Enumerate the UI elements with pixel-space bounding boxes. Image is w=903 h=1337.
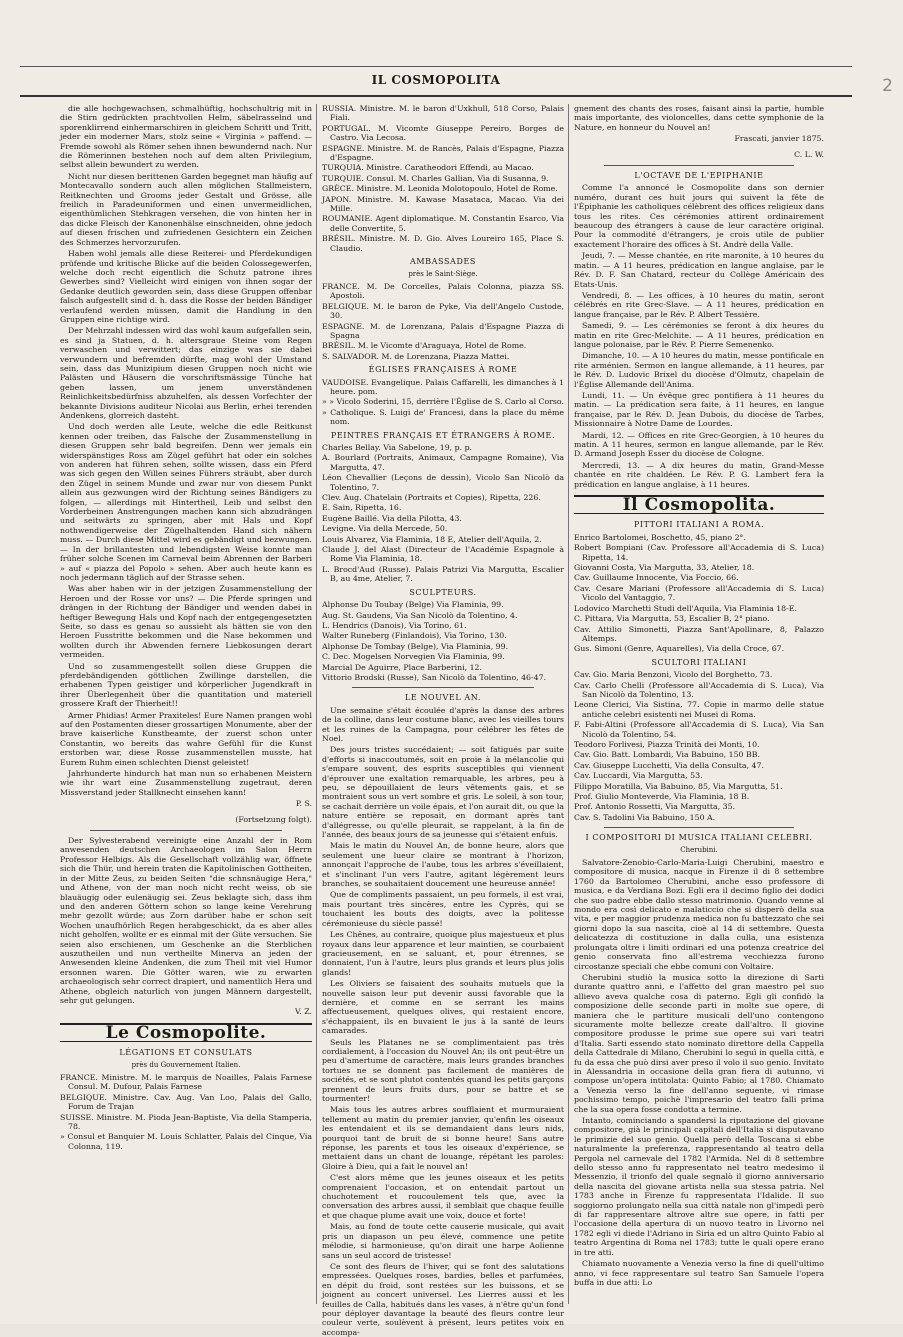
paragraph: Was aber haben wir in der jetzigen Zusammenstellung der Heroen und der Rosse vor uns? — Die Pferde springen und drängen in der Richtung der Bändiger und wenden dabei in heftiger Bewegung Hals und Kopf nach der entgegengesetzten Seite, so dass es genau so aussieht als hätten sie von den Heroen Fusstritte bekommen und die Nase bekommen und wollten durch ihr Abwenden fernere Liebkosungen derart vermeiden. xyxy=(60,584,312,660)
scultore-entry: Filippo Moratilla, Via Babuino, 85, Via Margutta, 51. xyxy=(574,781,783,791)
peintre-entry: Clev. Aug. Chatelain (Portraits et Copies), Ripetta, 226. xyxy=(322,493,541,503)
sculpteur-entry: Alphonse De Tombay (Belge), Via Flaminia, 99. xyxy=(322,641,509,651)
compositori-title: I COMPOSITORI DI MUSICA ITALIANI CELEBRI. xyxy=(585,833,813,843)
german-article xyxy=(60,104,312,797)
pittore-entry: Cav. Guillaume Innocente, Via Foccio, 66. xyxy=(574,573,739,583)
peintre-entry: L. Brocd'Aud (Russe). Palais Patrizi Via Margutta, Escalier B, au 4me, Atelier, 7. xyxy=(322,564,564,584)
pittore-entry: Giovanni Costa, Via Margutta, 33, Atelier, 18. xyxy=(574,563,755,573)
legations-subtitle: près du Gouvernement Italien. xyxy=(131,1060,241,1069)
peintre-entry: Léon Chevallier (Leçons de dessin), Vicolo San Nicolò da Tolentino, 7. xyxy=(322,473,564,492)
paragraph: Der Sylvesterabend vereinigte eine Anzahl der in Rom anwesenden deutschen Archaeologen im Salon Herrn Professor Helbigs. Als die Gesellschaft vollzählig war, öffnete sich die Thür, und herein traten die Kapitolinischen Gottheiten, in der Mitte Zeus, zu beiden Seiten "die schnsnäugige Hera," und Athene, von der man noch nicht recht weiss, ob sie blauäugig oder eulenäugig sei. Zeus beklagte sich, dass ihm und den anderen Göttern schon so lange keine Verehrung mehr gezollt würde; aus Zorn darüber habe er schon seit Wochen unaufhörlich Regen herabgeschickt, da es aber alles nicht geholfen, wollte er es einmal mit der Güte versuchen. Sie seien also erschienen, um Geschenke an die Sterblichen auszutheilen und nun vertheilte Minerva an jeden der Anwesenden kleine Andenken, die zum Theil mit viel Humor ersonnen waren. Die Götter waren, wie zu erwarten archaeologisch sehr correct drapiert, und namentlich Hera und Athene, obgleich naturlich von jungen Männern dargestellt, sehr gut gelungen. xyxy=(60,836,312,1005)
paragraph: Cherubini studiò la musica sotto la direzione di Sarti durante quattro anni, e l'affetto del gran maestro pel suo allievo aveva qualche cosa di paterno. Egli gli confidò la composizione delle seconde parti in molte sue opere, di maniera che le partiture musicali dell'uno contengono sicuramente molte bellezze create dall'altro. Il giovine compositore produsse le prime sue opere sui vari teatri d'Italia. Sarti essendo stato nominato direttore della Cappella della Cattedrale di Milano, Cherubini lo seguì in quella città, e fu da essa che può dirsi aver preso il volo il suo genio. Invitato in Alessandria in occasione della gran fiera di autunno, vi compose un'opera intitolata: Quinto Fabio; al 1780. Chiamato a Venezia verso la fine dell'anno seguente, vi rimase pochissimo tempo, poichè l'impresario del teatro falli prima che la sua opera fosse condotta a termine. xyxy=(574,972,824,1114)
paragraph: die alle hochgewachsen, schmalhüftig, hochschultrig mit in die Stirn gedrückten prachtvollen Helm, säbelrasselnd und sporenklirrend einhermarschiren in gleichem Schritt und Tritt, jeder ein moderner Mars, stolz seine « Virginia » paffend. — Fremde sowohl als Römer sehen ihnen bewundernd nach. Nur die Römerinnen bestehen noch auf dem alten Privilegium, selbst allein bewundert zu werden. xyxy=(60,104,312,170)
column-rule xyxy=(316,104,317,1304)
scultore-entry: Prof. Giulio Monteverde, Via Flaminia, 18 B. xyxy=(574,792,750,801)
nouvel-an-end: gnement des chants des roses, faisant ainsi la partie, humble mais importante, des violoncelles, dans cette symphonie de la Nature, en honneur du Nouvel an! xyxy=(574,104,824,132)
legation-entry: BRÉSIL. Ministre. M. D. Gio. Alves Loureiro 165, Place S. Claudio. xyxy=(322,234,564,253)
paragraph: Vendredi, 8. — Les offices, à 10 heures du matin, seront célébrés en rite Grec-Slave. — A 11 heures, prédication en langue française, par le Rév. P. Albert Tessière. xyxy=(574,290,824,319)
separator xyxy=(352,687,534,688)
pittore-entry: Gus. Simoni (Genre, Aquarelles), Via della Croce, 67. xyxy=(574,644,785,654)
masthead-italian: Il Cosmopolita. xyxy=(574,495,824,514)
sculpteur-entry: C. Dec. Mogelsen Norvegien Via Flaminia, 99. xyxy=(322,652,505,662)
paragraph: Lundi, 11. — Un évêque grec pontifiera à 11 heures du matin. — La prédication sera faite, à 11 heures, en langue française, par le Rév. D. Jean Dubois, du diocèse de Tarbes, Missionnaire à Notre Dame de Lourdes. xyxy=(574,390,824,429)
scultore-entry: Prof. Antonio Rossetti, Via Margutta, 35. xyxy=(574,802,736,812)
legation-entry: ROUMANIE. Agent diplomatique. M. Constantin Esarco, Via delle Convertite, 5. xyxy=(322,214,564,233)
paragraph: Intanto, cominciando a spandersi la riputazione del giovane compositore, già le principali capitali dell'Italia si disputavano le primizie del suo genio. Quella però della Toscana si ebbe naturalmente la preferenza, rappresentando al teatro della Pergola nel carnevale del 1782 l'Armida. Nel di 8 settembre dello stesso anno fu rappresentato nel teatro medesimo il Messenzio, il trionfo del quale segnalò il giorno anniversario della nascita del giovane artista nella sua stessa patria. Nel 1783 anche in Firenze fu rappresentata l'Idalide. Il suo soggiorno prolungato nella sua città natale non gl'impedì però di far rappresentare altrove altre sue opere, in fatti per l'occasione della apertura di un nuovo teatro in Livorno nel 1782 egli vi diede l'Adriano in Siria ed un altro Quinto Fabio al teatro Argentina di Roma nel 1783; tutte le quali opere erano in tre atti. xyxy=(574,1116,824,1257)
peintre-entry: A. Bourlard (Portraits, Animaux, Campagne Romaine), Via Margutta, 47. xyxy=(322,453,564,472)
signature-clw: C. L. W. xyxy=(794,149,824,159)
pittore-entry: Lodovico Marchetti Studi dell'Aquila, Via Flaminia 18-E. xyxy=(574,603,797,613)
place-date: Frascati, janvier 1875. xyxy=(734,134,824,144)
eglise-entry: » Catholique. S. Luigi de' Francesi, dans la place du même nom. xyxy=(322,407,564,427)
sculpteur-entry: Aug. St. Gaudens, Via San Nicolò da Tolentino, 4. xyxy=(322,610,518,620)
paragraph: Que de compliments passaient, un peu formels, il est vrai, mais pourtant très sincères, entre les Cyprès, qui se touchaient les bouts des doigts, avec la politesse cérémonieuse du siècle passé! xyxy=(322,890,564,928)
peintre-entry: Louis Alvarez, Via Flaminia, 18 E, Atelier dell'Aquila, 2. xyxy=(322,534,542,544)
paragraph: Salvatore-Zenobio-Carlo-Maria-Luigi Cherubini, maestro e compositore di musica, nacque in Firenze il di 8 settembre 1760 da Bartolomeo Cherubini, anche esso professore di musica, e da Verdiana Bozi. Egli era il decimo figlio dei dodici che suo padre ebbe dallo stesso matrimonio. Quando venne al mondo era così delicato e malaticcio che si disperò della sua vita, e per maggior prudenza medica non fu battezzato che sei giorni dopo la sua nascita, cioè al 14 di settembre. Questa delicatezza di costituzione in dalla culla, una esistenza prolungata oltre i limiti ordinari ed una potenza creatrice del genio conservata fino all'estrema vecchiezza furono circostanze speciali che ebbe comuni con Voltaire. xyxy=(574,858,824,971)
paragraph: Comme l'a annoncé le Cosmopolite dans son dernier numéro, durant ces huit jours qui suivent la fête de l'Épiphanie les catholiques célèbrent des offices religieux dans tous les rites. Ces cérémonies attirent ordinairement beaucoup des étrangers à cause de leur caractère original. Pour la commodité d'étrangers, je crois utile de publier exactement l'horaire des offices à St. Andrè della Valle. xyxy=(574,183,824,249)
paragraph: Und doch werden alle Leute, welche die edle Reitkunst kennen oder treiben, das Falsche der Zusammenstellung in diesen Gruppen sehr bald begreifen. Denn wer jemals ein widerspänstiges Ross am Zügel geführt hat oder ein solches von anderen hat führen sehen, sollte wissen, dass ein Pferd was sich gegen den Willen seines Führers sträubt, aber durch den Zügel in seinem Munde und zwar nur von diesem Punkt allein aus gezwungen wird der Richtung seines Bändigers zu folgen, — allerdings mit Hintertheil, Leib und selbst den Vorderbeinen Anstrengungen machen kann sich abzudrängen und seitwärts zu springen, aber mit Hals und Kopf nothwendigerweise der Zügelhaltenden Hand sich nähern muss. — Durch diese Mittel wird es gebändigt und bezwungen. — In der brillantesten und lebendigsten Weise konnte man früher solche Scenen im Carneval beim Abrennen der Barberi » auf « piazza del Popolo » sehen. Aber auch heute kann es noch jedermann täglich auf der Strasse sehen. xyxy=(60,422,312,582)
legation-entry: PORTUGAL. M. Vicomte Giuseppe Pereiro, Borges de Castro. Via Lecosa. xyxy=(322,123,564,143)
page-title: IL COSMOPOLITA xyxy=(371,73,501,87)
paragraph: Jahrhunderte hindurch hat man nun so erhabenen Meistern wie ihr wart eine Zusammenstellung zugetraut, deren Missverstand jeder Stallknecht einsehen kann! xyxy=(60,769,312,797)
legation-entry: BELGIQUE. Ministre. Cav. Aug. Van Loo, Palais del Gallo, Forum de Trajan xyxy=(60,1092,312,1112)
separator xyxy=(604,827,794,828)
paragraph: Der Mehrzahl indessen wird das wohl kaum aufgefallen sein, es sind ja Statuen, d. h. altersgraue Steine vom Regen verwaschen und verwittert; das einzige was sie dabei verwundern und befremden dürfte, mag wohl der Umstand sein, dass das Munizipium diesen Gruppen noch nicht wie Palästen und Häusern die vorschriftsmässige Tünche hat geben lassen, um jenem unverständenen Reinlichkeitsbedürfniss abzuhelfen, als dessen Vorfechter der bekannte Divisions auditeur Nicolai aus Berlin, erhei terenden Andenkens, glorreich dasteht. xyxy=(60,326,312,420)
sculpteur-entry: Marcial De Aguirre, Place Barberini, 12. xyxy=(322,662,482,672)
scultore-entry: Teodoro Forlivesi, Piazza Trinità dei Monti, 10. xyxy=(574,739,760,749)
scultore-entry: Cav. Giuseppe Lucchetti, Via della Consulta, 47. xyxy=(574,760,764,770)
sculpteur-entry: Alphonse Du Toubay (Belge) Via Flaminia, 99. xyxy=(322,600,504,610)
legations-list xyxy=(60,1073,312,1151)
paragraph: Samedi, 9. — Les cérémonies se feront à dix heures du matin en rite Grec-Melchite. — A 11 heures, prédication en langue polonaise, par le Rév. P. Pierre Semenenko. xyxy=(574,321,824,349)
column-2 xyxy=(322,104,564,1337)
column-3 xyxy=(574,104,824,1304)
paragraph: Chiamato nuovamente a Venezia verso la fine di quell'ultimo anno, vi fece rappresentare sul teatro San Samuele l'opera buffa in due atti: Lo xyxy=(574,1259,824,1287)
paragraph: Les Chênes, au contraire, quoique plus majestueux et plus royaux dans leur apparence et leur maintien, se courbaient gracieusement, en se saluant, et, pour étrennes, se donnaient, l'un à l'autre, leurs plus grands et leurs plus jolis glands! xyxy=(322,930,564,977)
pittori-title: PITTORI ITALIANI A ROMA. xyxy=(633,520,765,530)
legation-entry: ESPAGNE. Ministre. M. de Rancès, Palais d'Espagne, Piazza d'Espagne. xyxy=(322,143,564,163)
paragraph: Jeudi, 7. — Messe chantée, en rite maronite, à 10 heures du matin. — A 11 heures, prédication en langue anglaise, par le Rév. D. F. San Chatard, recteur du Collège Américain des Etats-Unis. xyxy=(574,251,824,289)
separator xyxy=(90,830,282,831)
paragraph: Mais, au fond de toute cette causerie musicale, qui avait pris un diapason un peu élevé, commence une petite mélodie, si harmonieuse, qu'on dirait une harpe Aolienne sans un seul accord de tristesse! xyxy=(322,1222,564,1260)
legation-entry: TURQUIA. Ministre. Caratheodori Effendi, au Macao. xyxy=(322,163,534,173)
scultore-entry: Cav. S. Tadolini Via Babuino, 150 A. xyxy=(574,812,716,822)
sculpteur-entry: L. Hendrics (Danois), Via Torino, 61. xyxy=(322,620,467,630)
sculpteur-entry: Vittorio Brodski (Russe), San Nicolò da Tolentino, 46-47. xyxy=(322,672,547,682)
sculpteurs-title: SCULPTEURS. xyxy=(409,587,477,597)
paragraph: C'est alors même que les jeunes oiseaux et les petits comprenaient l'occasion, et on entendait partout un chuchotement et roucoulement tels que, avec la conversation des arbres aussi, il semblait que chaque feuille et que chaque plume avait une voix, douce et forte! xyxy=(322,1173,564,1220)
octave-title: L'OCTAVE DE L'EPIPHANIE xyxy=(634,171,764,181)
sylvester-article xyxy=(60,836,312,1005)
legations-list-continued xyxy=(322,104,564,253)
peintre-entry: E. Sain, Ripetta, 16. xyxy=(322,503,402,513)
scultore-entry: Cav. Carlo Chelli (Professore all'Accademia di S. Luca), Via San Nicolò da Tolentino, 13. xyxy=(574,680,824,699)
compositori-article xyxy=(574,858,824,1287)
pittore-entry: Robert Bompiani (Cav. Professore all'Accademia di S. Luca) Ripetta, 14. xyxy=(574,543,824,562)
column-rule xyxy=(568,104,569,1304)
paragraph: Und so zusammengestellt sollen diese Gruppen die pferdebändigenden göttlichen Zwillinge darstellen, die erhabenen Typen geistiger und körperlicher Jugendkraft in ihrer Überlegenheit über die quantitation und materiell grossere Kraft der Thierheit!! xyxy=(60,661,312,709)
eglise-entry: » » Vicolo Soderini, 15, derrière l'Église de S. Carlo al Corso. xyxy=(322,397,564,407)
paragraph: Une semaine s'était écoulée d'après la danse des arbres de la colline, dans leur costume blanc, avec les vieilles tours et les ruines de la Campagna, pour célébrer les fêtes de Noel. xyxy=(322,705,564,743)
pittore-entry: Cav. Cesare Mariani (Professore all'Accademia di S. Luca) Vicolo del Vantaggio, 7. xyxy=(574,583,824,603)
legation-entry: » Consul et Banquier M. Louis Schlatter, Palais del Cinque, Via Colonna, 119. xyxy=(60,1132,312,1151)
paragraph: Armer Phidias! Armer Praxiteles! Eure Namen prangen wohl auf den Postamenten dieser grossartigen Monumente, aber der brave kaiserliche Kunstbeamte, der zuerst schon unter Constantin, wo bereits das wahre Gefühl für die Kunst erstorben war, diese Rosse zusammenstellen musste, hat Eurem Ruhm einen schlechten Dienst geleistet! xyxy=(60,710,312,767)
legation-entry: TURQUIE. Consul. M. Charles Gallian, Via di Susanna, 9. xyxy=(322,173,549,183)
legation-entry: FRANCE. Ministre. M. le marquis de Noailles, Palais Farnese Consul. M. Dufour, Palais Farnese xyxy=(60,1073,312,1092)
eglise-entry: VAUDOISE. Evangelique. Palais Caffarelli, les dimanches à 1 heure. pom. xyxy=(322,377,564,396)
continuation-note: (Fortsetzung folgt). xyxy=(235,814,312,824)
pittore-entry: Cav. Attilio Simonetti, Piazza Sant'Apollinare, 8, Palazzo Altemps. xyxy=(574,624,824,643)
nouvel-an-title: LE NOUVEL AN. xyxy=(404,693,482,703)
paragraph: Mais tous les autres arbres soufflaient et murmuraient tellement au matin du premier janvier, qu'enfin les oiseaux les entendaient et ils se demandaient dans leurs nids, pourquoi tant de bruit de si bonne heure! Sans autre réponse, les parents et tous les oiseaux d'expérience, se mettaient dans un chant de louange, répétant les paroles: Gloire à Dieu, qui a fait le nouvel an! xyxy=(322,1105,564,1171)
pittori-list xyxy=(574,533,824,654)
octave-article xyxy=(574,183,824,489)
page-header xyxy=(20,66,852,97)
pittore-entry: Enrico Bartolomei, Boschetto, 45, piano 2°. xyxy=(574,532,746,542)
legation-entry: JAPON. Ministre. M. Kawase Masataca, Macao. Via dei Mille. xyxy=(322,194,564,214)
sculpteurs-list xyxy=(322,600,564,682)
peintre-entry: Eugène Baillé. Via della Pilotta, 43. xyxy=(322,513,462,523)
peintre-entry: Levigne. Via della Mercede, 50. xyxy=(322,524,448,534)
paragraph: Des jours tristes succédaient; — soit fatigués par suite d'efforts si inaccoutumés, soit en proie à la mélancolie qui s'empare souvent, des esprits susceptibles qui viennent d'éprouver une exaltation remarquable, les arbres, peu à peu, se dépouillaient de leurs vêtements gais, et se montraient sous un vert sombre et gris. Le soleil, à son tour, se cachait derrière un voile épais, et l'on aurait dit, ou que la nature entière se reposait, en dormant après tant d'allégresse, ou qu'elle pleurait, se rappelant, à la fin de l'année, des beaux jours de sa jeunesse qui s'étaient enfuis. xyxy=(322,745,564,840)
paragraph: Haben wohl jemals alle diese Reiterei- und Pferdekundigen prüfende und kritische Blicke auf die beiden Colossegewerfen, welche doch recht eigentlich die Schutz patrone ihres Gewerbes sind? Vielleicht wird einigen von ihnen sogar der Gedanke deutlich geworden sein, dass diese Gruppen offenbar falsch aufgestellt sind d. h. dass die Rosse der beiden Bändiger verlaufend werden müssen, damit die Handlung in den Gruppen eine richtige wird. xyxy=(60,249,312,324)
peintres-title: PEINTRES FRANÇAIS ET ÉTRANGERS À ROME. xyxy=(330,430,556,440)
signature-vz: V. Z. xyxy=(295,1007,312,1017)
paragraph: Mardi, 12. — Offices en rite Grec-Georgien, à 10 heures du matin. A 11 heures, sermon en langue allemande, par le Rév. D. Armand Joseph Esser du diocèse de Cologne. xyxy=(574,430,824,459)
paragraph: Mais le matin du Nouvel An, de bonne heure, alors que seulement une lueur claire se montrant à l'horizon, annonçait l'approche de l'aube, tous les arbres s'éveillaient, et s'inclinant l'un vers l'autre, agitant légèrement leurs branches, se souhaitaient doucement une heureuse année! xyxy=(322,841,564,889)
scultore-entry: Cav. Gio. Maria Benzoni, Vicolo del Borghetto, 73. xyxy=(574,670,773,680)
scultori-list xyxy=(574,670,824,822)
page-number: 2 xyxy=(882,76,893,96)
compositori-subtitle: Cherubini. xyxy=(680,845,718,854)
ambassade-entry: BELGIQUE. M. le baron de Pyke, Via dell'Angelo Custode, 30. xyxy=(322,301,564,321)
scultore-entry: Cav. Luccardi, Via Margutta, 53. xyxy=(574,771,703,781)
column-1 xyxy=(60,104,312,1304)
paragraph: Mercredi, 13. — A dix heures du matin, Grand-Messe chantée en rite chaldéen. Le Rév. P. G. Lambert fera la prédication en langue anglaise, à 11 heures. xyxy=(574,460,824,489)
ambassades-title: AMBASSADES xyxy=(410,257,476,267)
paragraph: Nicht nur diesen berittenen Garden begegnet man häufig auf Montecavallo sondern auch allen möglichen Stallmeistern, Reitknechten und Grooms jeder Gestalt und Grösse, alle freilich in Paradeuniformen und einen unvermeidlichen, eigenthümlichen Stehkragen versehen, die von hinten her in das dicke Fleisch der Kanonenhälse einschneiden, ohne jedoch auf diesen frischen und zufriedenen Gesichtern ein Zeichen des Schmerzes hervorzurufen. xyxy=(60,171,312,247)
legation-entry: RUSSIA. Ministre. M. le baron d'Uxkhull, 518 Corso, Palais Fiali. xyxy=(322,104,564,123)
nouvel-an-article xyxy=(322,706,564,1337)
paragraph: Ce sont des fleurs de l'hiver, qui se font des salutations empressées. Quelques roses, bardies, belles et parfumées, en dépit du froid, sont restées sur les buissons, et se joignent au concert universel. Les Lierres aussi et les feuilles de Calla, habitués dans les vases, à n'être qu'un fond pour déployer davantage la beauté des fleurs contre leur couleur verte, soulèvent à présent, leurs petites voix en accompa- xyxy=(322,1261,564,1337)
ambassade-entry: ESPAGNE. M. de Lorenzana, Palais d'Espagne Piazza di Spagna xyxy=(322,321,564,340)
paragraph: Les Oliviers se faisaient des souhaits mutuels que la nouvelle saison leur put devenir aussi favorable que la dernière, et comme en se serrant les mains affectueusement, quelques olives, qui restaient encore, s'échappaient, ils en buvaient le jus à la santé de leurs camarades. xyxy=(322,979,564,1036)
scultore-entry: Cav. Gio. Batt. Lombardi, Via Babuino, 150 BB. xyxy=(574,750,760,760)
eglises-list xyxy=(322,378,564,427)
scultore-entry: F. Fabi-Altini (Professore all'Accademia di S. Luca), Via San Nicolò da Tolentino, 54. xyxy=(574,720,824,739)
ambassade-entry: BRÉSIL. M. le Vicomte d'Araguaya, Hotel de Rome. xyxy=(322,341,527,351)
masthead-french: Le Cosmopolite. xyxy=(60,1023,312,1042)
peintres-list xyxy=(322,443,564,584)
paragraph: Seuls les Platanes ne se complimentaient pas très cordialement, à l'occasion du Nouvel An; ils ont peut-être un peu d'amertume de caractère, mais leurs grandes branches tortues ne se donnent pas facilement de manières de sociétés, et se sont plutot contentés quand les petits garçons prennent de leurs fruits durs, pour se battre et se tourmenter! xyxy=(322,1037,564,1103)
pittore-entry: C. Pittara, Via Margutta, 53, Escalier B, 2° piano. xyxy=(574,614,770,624)
ambassade-entry: S. SALVADOR. M. de Lorenzana, Piazza Mattei. xyxy=(322,351,510,361)
legation-entry: GRÈCE. Ministre. M. Leonida Molotopoulo, Hotel de Rome. xyxy=(322,184,558,194)
ambassades-list xyxy=(322,282,564,361)
paragraph: Dimanche, 10. — A 10 heures du matin, messe pontificale en rite arménien. Sermon en langue allemande, à 11 heures, par le Rév. D. Ludovic Brixel du diocèse d'Olmutz, chapelain de l'Église Allemande dell'Anima. xyxy=(574,351,824,389)
ambassades-subtitle: près le Saint-Siège. xyxy=(408,269,478,278)
legations-title: LÉGATIONS ET CONSULATS xyxy=(119,1048,253,1058)
scultore-entry: Leone Clerici, Via Sistina, 77. Copie in marmo delle statue antiche celebri esistenti nei Musei di Roma. xyxy=(574,700,824,719)
peintre-entry: Claude J. del Alast (Directeur de l'Académie Espagnole à Rome Via Flaminia, 18. xyxy=(322,545,564,564)
eglises-title: ÉGLISES FRANÇAISES À ROME xyxy=(368,365,518,375)
ambassade-entry: FRANCE. M. De Corcelles, Palais Colonna, piazza SS. Apostoli. xyxy=(322,281,564,301)
separator xyxy=(604,165,794,166)
peintre-entry: Charles Bellay. Via Sabelone, 19, p. p. xyxy=(322,443,473,452)
signature-ps: P. S. xyxy=(295,799,312,809)
scultori-title: SCULTORI ITALIANI xyxy=(651,657,747,667)
sculpteur-entry: Walter Runeberg (Finlandois), Via Torino, 130. xyxy=(322,631,507,641)
legation-entry: SUISSE. Ministre. M. Pioda Jean-Baptiste, Via della Stamperia, 78. xyxy=(60,1112,312,1132)
